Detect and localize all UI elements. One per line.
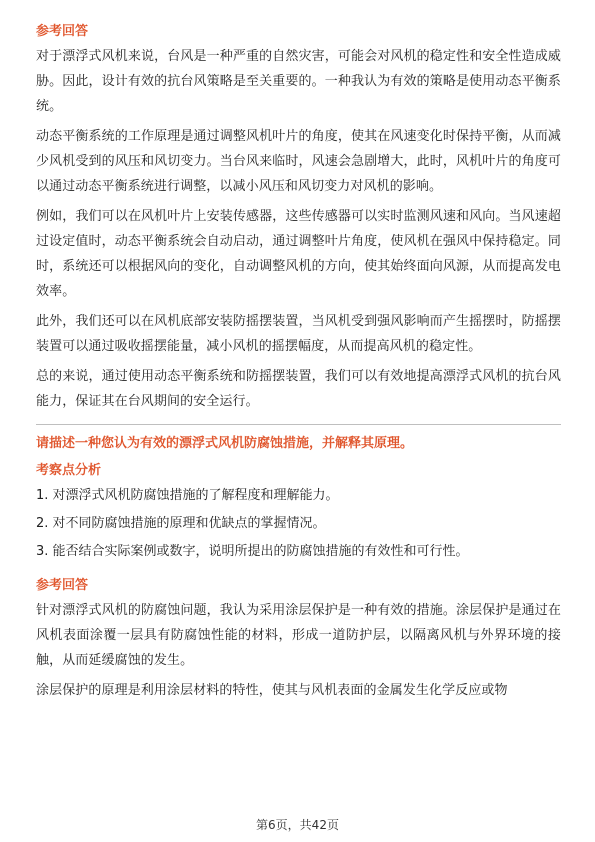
- analysis-heading: 考察点分析: [36, 463, 102, 478]
- analysis-point: 1. 对漂浮式风机防腐蚀措施的了解程度和理解能力。: [36, 488, 339, 503]
- answer-heading: 参考回答: [36, 24, 89, 39]
- answer-paragraph: 例如，我们可以在风机叶片上安装传感器，这些传感器可以实时监测风速和风向。当风速超过设定值时，动态平衡系统会自动启动，通过调整叶片角度，使风机在强风中保持稳定。同时，系统还可以根据风向的变化，自动调整风机的方向，使其始终面向风源，从而提高发电效率。: [36, 209, 561, 299]
- answer-heading-2: 参考回答: [36, 578, 89, 593]
- answer-paragraph: 涂层保护的原理是利用涂层材料的特性，使其与风机表面的金属发生化学反应或物: [36, 683, 508, 698]
- answer-paragraph: 对于漂浮式风机来说，台风是一种严重的自然灾害，可能会对风机的稳定性和安全性造成威胁。因此，设计有效的抗台风策略是至关重要的。一种我认为有效的策略是使用动态平衡系统。: [36, 49, 561, 114]
- section-divider: [36, 424, 561, 425]
- analysis-point: 3. 能否结合实际案例或数字，说明所提出的防腐蚀措施的有效性和可行性。: [36, 544, 469, 559]
- document-page: [36, 22, 561, 708]
- analysis-point: 2. 对不同防腐蚀措施的原理和优缺点的掌握情况。: [36, 516, 326, 531]
- answer-paragraph: 针对漂浮式风机的防腐蚀问题，我认为采用涂层保护是一种有效的措施。涂层保护是通过在风机表面涂覆一层具有防腐蚀性能的材料，形成一道防护层，以隔离风机与外界环境的接触，从而延缓腐蚀的发生。: [36, 603, 561, 668]
- answer-paragraph: 动态平衡系统的工作原理是通过调整风机叶片的角度，使其在风速变化时保持平衡，从而减少风机受到的风压和风切变力。当台风来临时，风速会急剧增大，此时，风机叶片的角度可以通过动态平衡系统进行调整，以减小风压和风切变力对风机的影响。: [36, 129, 561, 194]
- page-number: 第6页，共42页: [256, 818, 339, 832]
- answer-paragraph: 总的来说，通过使用动态平衡系统和防摇摆装置，我们可以有效地提高漂浮式风机的抗台风能力，保证其在台风期间的安全运行。: [36, 369, 561, 409]
- answer-paragraph: 此外，我们还可以在风机底部安装防摇摆装置，当风机受到强风影响而产生摇摆时，防摇摆装置可以通过吸收摇摆能量，减小风机的摇摆幅度，从而提高风机的稳定性。: [36, 314, 561, 354]
- question-title: 请描述一种您认为有效的漂浮式风机防腐蚀措施，并解释其原理。: [36, 436, 414, 451]
